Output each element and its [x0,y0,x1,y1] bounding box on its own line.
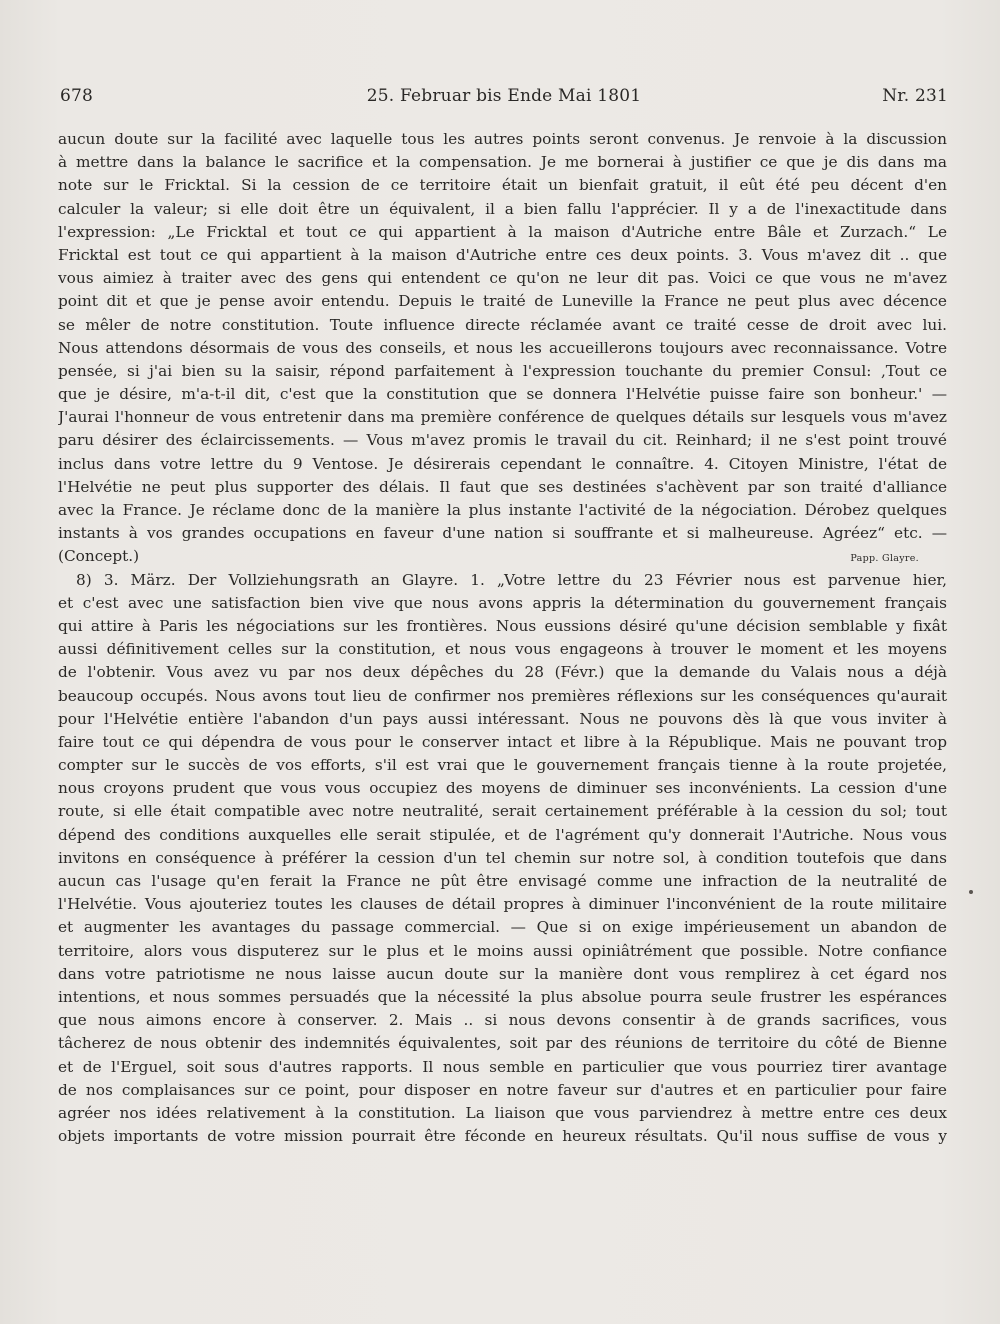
text-line: dépend des conditions auxquelles elle serait stipulée, et de l'agrément qu'y donnerait l'Autriche. Nous vous [58,825,947,844]
text-line: l'Helvétie. Vous ajouteriez toutes les clauses de détail propres à diminuer l'inconvénient de la route militaire [58,895,947,914]
text-line: aussi définitivement celles sur la constitution, et nous vous engageons à trouver le moment et les moyens [58,640,947,659]
running-header [60,86,948,112]
text-line: paru désirer des éclaircissements. — Vous m'avez promis le travail du cit. Reinhard; il ne s'est point trouvé [58,431,947,450]
text-line: aucun cas l'usage qu'en ferait la France ne pût être envisagé comme une infraction de la neutralité de [58,872,947,890]
text-line: faire tout ce qui dépendra de vous pour le conserver intact et libre à la République. Mais ne pouvant trop [58,732,947,751]
text-line: point dit et que je pense avoir entendu. Depuis le traité de Luneville la France ne peut plus avec décence [58,292,947,311]
text-line: aucun doute sur la facilité avec laquelle tous les autres points seront convenus. Je renvoie à la discussion [58,130,947,148]
text-line: tâcherez de nous obtenir des indemnités équivalentes, soit par des réunions de territoire du côté de Bienne [58,1034,947,1053]
text-line: inclus dans votre lettre du 9 Ventose. Je désirerais cependant le connaître. 4. Citoyen Ministre, l'état de [58,454,947,473]
signature: Papp. Glayre. [850,553,919,565]
text-line: qui attire à Paris les négociations sur les frontières. Nous eussions désiré qu'une décision semblable y fixât [58,616,947,635]
text-line: invitons en conséquence à préférer la cession d'un tel chemin sur notre sol, à condition toutefois que dans [58,848,947,867]
text-line: se mêler de notre constitution. Toute influence directe réclamée avant ce traité cesse de droit avec lui. [58,315,947,334]
text-line: et de l'Erguel, soit sous d'autres rapports. Il nous semble en particulier que vous pourriez tirer avantage [58,1057,947,1076]
text-line: compter sur le succès de vos efforts, s'il est vrai que le gouvernement français tienne à la route projetée, [58,756,947,775]
text-line: J'aurai l'honneur de vous entretenir dans ma première conférence de quelques détails sur lesquels vous m'avez [58,408,947,427]
text-line: instants à vos grandes occupations en faveur d'une nation si souffrante et si malheureuse. Agréez“ etc. — [58,524,947,543]
text-line: route, si elle était compatible avec notre neutralité, serait certainement préférable à la cession du sol; tout [58,802,947,821]
text-line: et c'est avec une satisfaction bien vive que nous avons appris la détermination du gouvernement français [58,593,947,612]
text-line: de nos complaisances sur ce point, pour disposer en notre faveur sur d'autres et en particulier pour faire [58,1080,947,1099]
text-line: Fricktal est tout ce qui appartient à la maison d'Autriche entre ces deux points. 3. Vous m'avez dit .. que [58,245,947,264]
page-number: 678 [60,86,94,106]
text-line: vous aimiez à traiter avec des gens qui entendent ce qu'on ne leur dit pas. Voici ce que vous ne m'avez [58,269,947,288]
text-line: avec la France. Je réclame donc de la manière la plus instante l'activité de la négociation. Dérobez quelques [58,501,947,519]
text-line: l'Helvétie ne peut plus supporter des délais. Il faut que ses destinées s'achèvent par son traité d'alliance [58,477,947,496]
concept-line [58,545,947,568]
document-number: Nr. 231 [882,86,948,106]
text-line: Nous attendons désormais de vous des conseils, et nous les accueillerons toujours avec reconnaissance. Votre [58,338,947,357]
text-line: objets importants de votre mission pourrait être féconde en heureux résultats. Qu'il nous suffise de vous y [58,1127,947,1146]
text-line: pour l'Helvétie entière l'abandon d'un pays aussi intéressant. Nous ne pouvons dès là que vous inviter à [58,709,947,728]
text-line: territoire, alors vous disputerez sur le plus et le moins aussi opiniâtrément que possible. Notre confiance [58,941,947,960]
text-line: que nous aimons encore à conserver. 2. Mais .. si nous devons consentir à de grands sacrifices, vous [58,1011,947,1030]
text-line: l'expression: „Le Fricktal et tout ce qui appartient à la maison d'Autriche entre Bâle et Zurzach.“ Le [58,222,947,241]
text-line: et augmenter les avantages du passage commercial. — Que si on exige impérieusement un abandon de [58,918,947,937]
text-line: de l'obtenir. Vous avez vu par nos deux dépêches du 28 (Févr.) que la demande du Valais nous a déjà [58,663,947,682]
paragraph-continued-letter [58,128,947,569]
text-line: que je désire, m'a-t-il dit, c'est que la constitution que se donnera l'Helvétie puisse faire son bonheur.' — [58,385,947,404]
text-line: nous croyons prudent que vous vous occupiez des moyens de diminuer ses inconvénients. La cession d'une [58,779,947,798]
text-line: intentions, et nous sommes persuadés que la nécessité la plus absolue pourra seule frustrer les espérances [58,987,947,1006]
text-line: dans votre patriotisme ne nous laisse aucun doute sur la manière dont vous remplirez à cet égard nos [58,964,947,983]
paragraph-entry-8 [58,569,947,1149]
text-line: beaucoup occupés. Nous avons tout lieu de confirmer nos premières réflexions sur les conséquences qu'aurait [58,686,947,705]
text-line: pensée, si j'ai bien su la saisir, répond parfaitement à l'expression touchante du premier Consul: ‚Tout ce [58,361,947,380]
text-line: agréer nos idées relativement à la constitution. La liaison que vous parviendrez à mettre entre ces deux [58,1103,947,1122]
running-title: 25. Februar bis Ende Mai 1801 [366,86,642,106]
concept-label: (Concept.) [58,547,140,566]
text-line: 8) 3. März. Der Vollziehungsrath an Glayre. 1. „Votre lettre du 23 Février nous est parvenue hier, [76,570,947,589]
text-line: note sur le Fricktal. Si la cession de ce territoire était un bienfait gratuit, il eût été peu décent d'en [58,176,947,195]
text-line: à mettre dans la balance le sacrifice et la compensation. Je me bornerai à justifier ce que je dis dans ma [58,153,947,172]
body-text [58,128,947,1148]
text-line: calculer la valeur; si elle doit être un équivalent, il a bien fallu l'apprécier. Il y a de l'inexactitude dans [58,199,947,218]
margin-dot-mark [969,890,973,894]
